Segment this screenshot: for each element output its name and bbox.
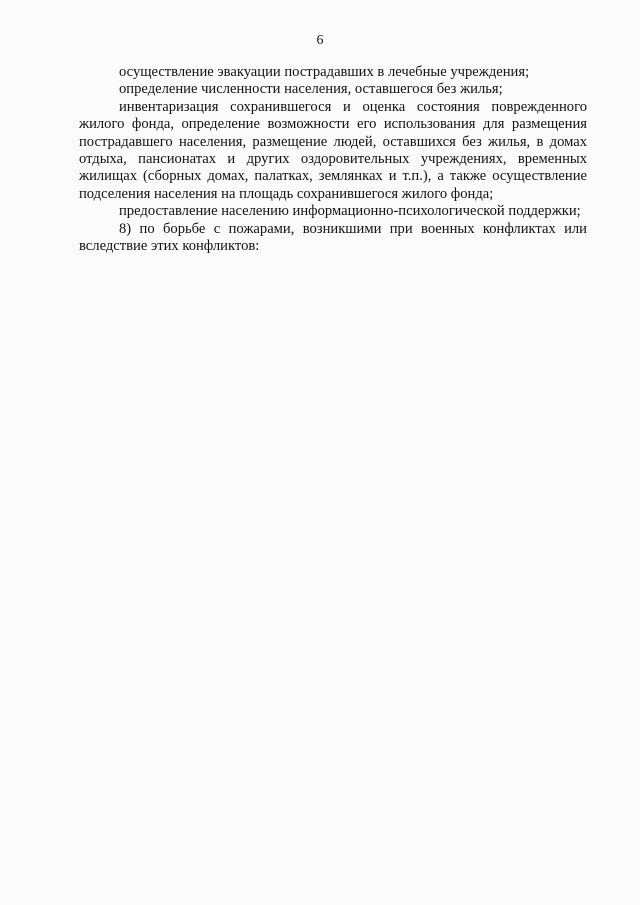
paragraph: определение численности населения, оставшегося без жилья; [119, 81, 503, 98]
paragraph: предоставление населению информационно-психологической поддержки; [119, 203, 581, 220]
body-text [79, 64, 587, 255]
paragraph: инвентаризация сохранившегося и оценка состояния поврежденного жилого фонда, определение возможности его использования для размещения пострадавшего населения, размещение людей, оставшихся без жилья, в домах отдыха, пансионатах и других оздоровительных учреждениях, временных жилищах (сборных домах, палатках, землянках и т.п.), а также осуществление подселения населения на площадь сохранившегося жилого фонда; [79, 98, 587, 202]
paragraph: 8) по борьбе с пожарами, возникшими при военных конфликтах или вследствие этих конфликтов: [79, 220, 587, 255]
paragraph: осуществление эвакуации пострадавших в лечебные учреждения; [119, 64, 530, 80]
page-number: 6 [316, 33, 324, 48]
